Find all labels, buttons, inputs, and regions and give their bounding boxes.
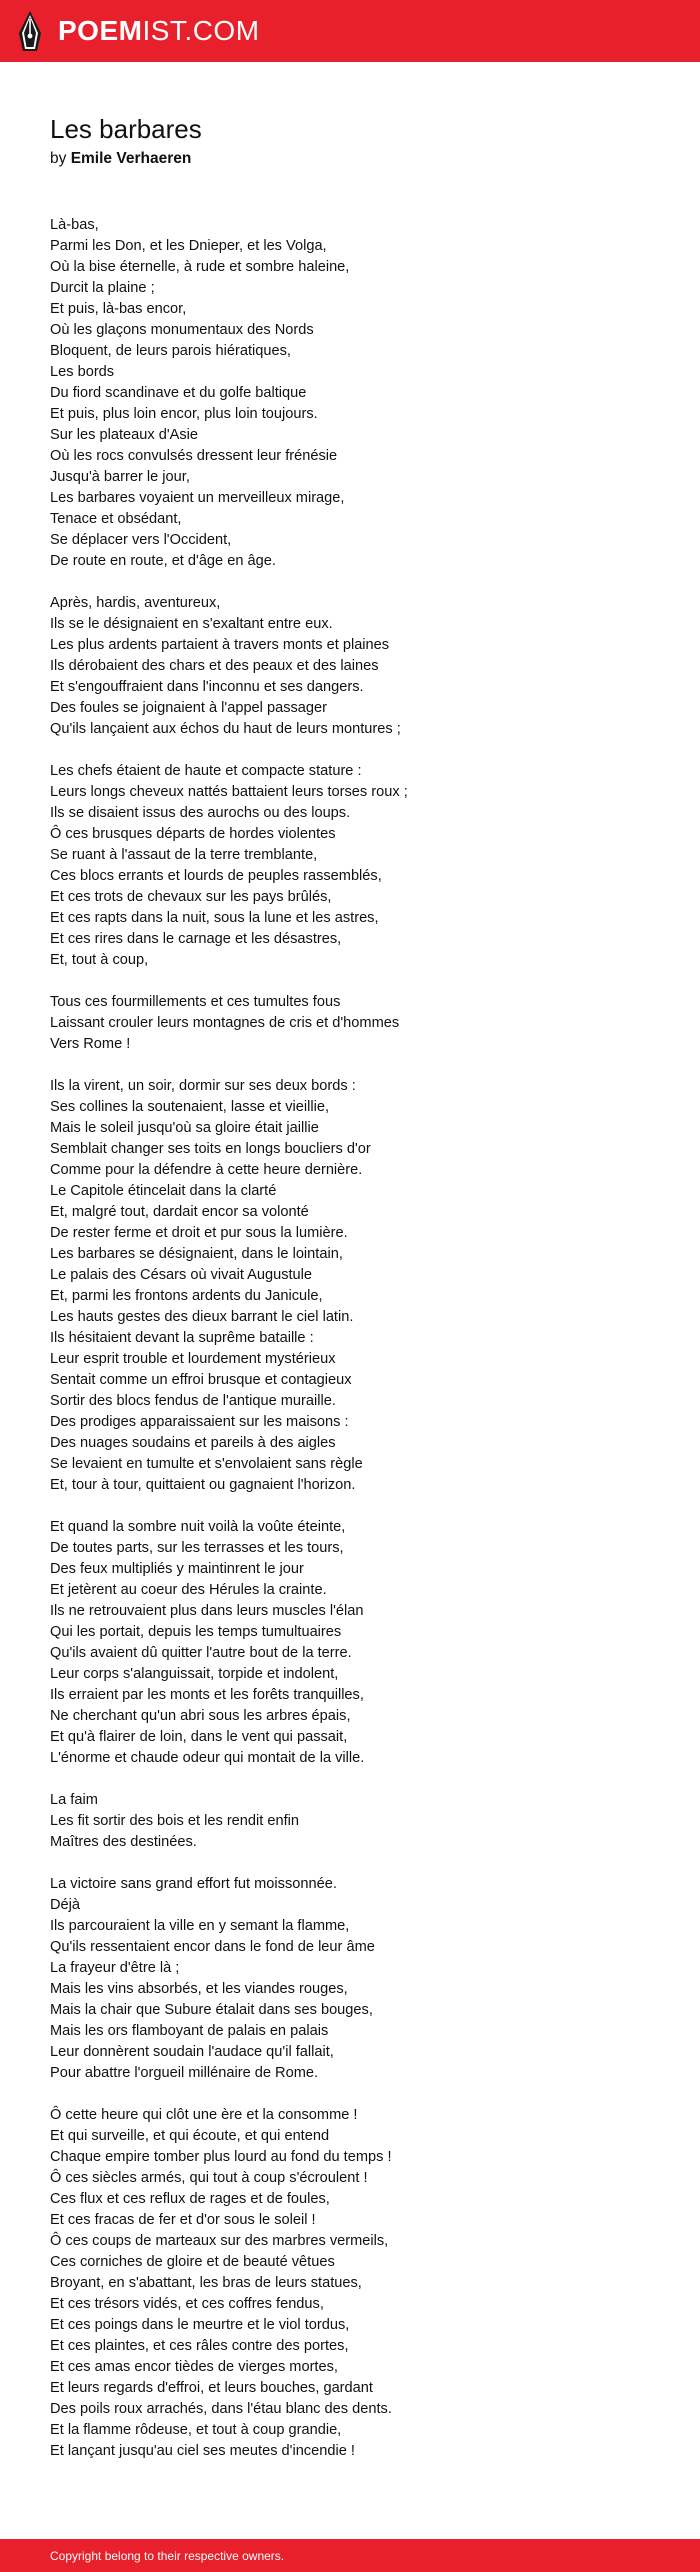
poem-stanza [50,1517,650,1769]
poem-line: Et puis, plus loin encor, plus loin toujours. [50,406,318,422]
poem-line: Ô ces coups de marteaux sur des marbres vermeils, [50,2233,389,2249]
poem-line: Où les glaçons monumentaux des Nords [50,322,314,338]
poem-line: Ô cette heure qui clôt une ère et la consomme ! [50,2107,358,2123]
poem-line: Et ces trots de chevaux sur les pays brûlés, [50,889,332,905]
poem-line: Sentait comme un effroi brusque et contagieux [50,1372,352,1388]
poem-line: Durcit la plaine ; [50,280,155,296]
poem-line: Maîtres des destinées. [50,1834,197,1850]
poem-stanza [50,1874,650,2084]
poem-line: Et leurs regards d'effroi, et leurs bouches, gardant [50,2380,373,2396]
poem-line: Les plus ardents partaient à travers monts et plaines [50,637,390,653]
poem-line: Ô ces siècles armés, qui tout à coup s'écroulent ! [50,2170,368,2186]
poem-line: Ils parcouraient la ville en y semant la flamme, [50,1918,350,1934]
poem-line: Semblait changer ses toits en longs boucliers d'or [50,1141,371,1157]
poem-line: Et, tout à coup, [50,952,149,968]
poem-line: Leur donnèrent soudain l'audace qu'il fallait, [50,2044,334,2060]
poem-line: Et ces plaintes, et ces râles contre des portes, [50,2338,349,2354]
poem-line: Et, parmi les frontons ardents du Janicule, [50,1288,323,1304]
poem-line: Qu'ils ressentaient encor dans le fond de leur âme [50,1939,375,1955]
poem-line: Des poils roux arrachés, dans l'étau blanc des dents. [50,2401,392,2417]
poem-line: Se levaient en tumulte et s'envolaient sans règle [50,1456,363,1472]
poem-line: Broyant, en s'abattant, les bras de leurs statues, [50,2275,362,2291]
poem-line: Les bords [50,364,115,380]
poem-line: Mais le soleil jusqu'où sa gloire était jaillie [50,1120,319,1136]
poem-line: Ses collines la soutenaient, lasse et vieillie, [50,1099,330,1115]
poem-line: Laissant crouler leurs montagnes de cris et d'hommes [50,1015,400,1031]
poem-line: Qu'ils lançaient aux échos du haut de leurs montures ; [50,721,401,737]
poem-line: Bloquent, de leurs parois hiératiques, [50,343,291,359]
poem-line: Des prodiges apparaissaient sur les maisons : [50,1414,349,1430]
poem-line: Ils se disaient issus des aurochs ou des loups. [50,805,351,821]
poem-line: Ils hésitaient devant la suprême bataille : [50,1330,314,1346]
logo-text [58,15,260,47]
poem-line: Ils la virent, un soir, dormir sur ses deux bords : [50,1078,356,1094]
poem-line: Et quand la sombre nuit voilà la voûte éteinte, [50,1519,346,1535]
poem-line: Ils ne retrouvaient plus dans leurs muscles l'élan [50,1603,364,1619]
poem-line: Ils erraient par les monts et les forêts tranquilles, [50,1687,364,1703]
logo-text-light: IST.COM [142,15,260,46]
poem-line: Ces corniches de gloire et de beauté vêtues [50,2254,335,2270]
poem-stanza [50,215,650,572]
poem-stanza [50,2105,650,2462]
poem-line: Des nuages soudains et pareils à des aigles [50,1435,336,1451]
poem-line: Les barbares voyaient un merveilleux mirage, [50,490,345,506]
byline-prefix: by [50,150,67,167]
poem-line: Et puis, là-bas encor, [50,301,187,317]
poem-stanza [50,761,650,971]
poem-line: Se déplacer vers l'Occident, [50,532,232,548]
poem-line: Du fiord scandinave et du golfe baltique [50,385,307,401]
poem-line: Et s'engouffraient dans l'inconnu et ses dangers. [50,679,364,695]
poem-stanza [50,1076,650,1496]
poem-line: Les hauts gestes des dieux barrant le ciel latin. [50,1309,354,1325]
logo-text-bold: POEM [58,15,143,46]
site-header [0,0,700,62]
poem-line: Leur esprit trouble et lourdement mystérieux [50,1351,336,1367]
poem-line: Et, tour à tour, quittaient ou gagnaient l'horizon. [50,1477,356,1493]
poem-line: De toutes parts, sur les terrasses et les tours, [50,1540,344,1556]
poem-line: Leur corps s'alanguissait, torpide et indolent, [50,1666,339,1682]
site-footer [0,2539,700,2572]
poem-line: Ils se le désignaient en s'exaltant entre eux. [50,616,333,632]
poem-line: Le palais des Césars où vivait Augustule [50,1267,313,1283]
poem-line: Mais la chair que Subure étalait dans ses bouges, [50,2002,373,2018]
poem-byline [50,148,650,170]
poem-line: Leurs longs cheveux nattés battaient leurs torses roux ; [50,784,408,800]
poem-line: Et ces rires dans le carnage et les désastres, [50,931,342,947]
poem-line: Et ces poings dans le meurtre et le viol tordus, [50,2317,350,2333]
pen-nib-icon [16,9,44,53]
copyright-notice: Copyright belong to their respective owners. [50,2549,285,2563]
site-logo[interactable] [16,0,260,62]
poem-line: Les chefs étaient de haute et compacte stature : [50,763,362,779]
poem-line: Et, malgré tout, dardait encor sa volonté [50,1204,309,1220]
poem-line: Se ruant à l'assaut de la terre tremblante, [50,847,318,863]
poem-line: Pour abattre l'orgueil millénaire de Rome. [50,2065,319,2081]
poem-line: Déjà [50,1897,81,1913]
poem-line: Des foules se joignaient à l'appel passager [50,700,328,716]
poem-line: Et ces rapts dans la nuit, sous la lune et les astres, [50,910,379,926]
poem-line: Qu'ils avaient dû quitter l'autre bout de la terre. [50,1645,352,1661]
poem-line: Ces blocs errants et lourds de peuples rassemblés, [50,868,382,884]
poem-line: La frayeur d'être là ; [50,1960,180,1976]
poem-line: Tous ces fourmillements et ces tumultes fous [50,994,341,1010]
poem-line: Ne cherchant qu'un abri sous les arbres épais, [50,1708,351,1724]
poem-line: Comme pour la défendre à cette heure dernière. [50,1162,363,1178]
poem-line: Après, hardis, aventureux, [50,595,221,611]
poem-line: Sortir des blocs fendus de l'antique muraille. [50,1393,336,1409]
poem-line: Des feux multipliés y maintinrent le jour [50,1561,304,1577]
poem-line: Où la bise éternelle, à rude et sombre haleine, [50,259,350,275]
poem-line: Mais les vins absorbés, et les viandes rouges, [50,1981,348,1997]
poem-line: Les barbares se désignaient, dans le lointain, [50,1246,343,1262]
poem-line: Et la flamme rôdeuse, et tout à coup grandie, [50,2422,342,2438]
poem-line: Vers Rome ! [50,1036,131,1052]
poem-line: De rester ferme et droit et pur sous la lumière. [50,1225,348,1241]
poem-line: Tenace et obsédant, [50,511,182,527]
poem-stanza [50,593,650,740]
poem-line: Parmi les Don, et les Dnieper, et les Volga, [50,238,327,254]
poem-line: Et jetèrent au coeur des Hérules la crainte. [50,1582,327,1598]
poem-line: Sur les plateaux d'Asie [50,427,198,443]
poem-line: Jusqu'à barrer le jour, [50,469,190,485]
poem-line: Là-bas, [50,217,99,233]
poem-line: Et ces fracas de fer et d'or sous le soleil ! [50,2212,316,2228]
poem-line: Et ces trésors vidés, et ces coffres fendus, [50,2296,324,2312]
poem-line: Ces flux et ces reflux de rages et de foules, [50,2191,330,2207]
poem-line: Et qui surveille, et qui écoute, et qui entend [50,2128,330,2144]
poem-line: La victoire sans grand effort fut moissonnée. [50,1876,337,1892]
poem-line: Chaque empire tomber plus lourd au fond du temps ! [50,2149,392,2165]
poem-line: Et ces amas encor tièdes de vierges mortes, [50,2359,338,2375]
poem-line: Où les rocs convulsés dressent leur frénésie [50,448,338,464]
poem-line: Ils dérobaient des chars et des peaux et des laines [50,658,379,674]
poem-line: Le Capitole étincelait dans la clarté [50,1183,277,1199]
poem-line: De route en route, et d'âge en âge. [50,553,276,569]
poem-stanza [50,992,650,1055]
poem-line: Mais les ors flamboyant de palais en palais [50,2023,329,2039]
poem-line: L'énorme et chaude odeur qui montait de la ville. [50,1750,365,1766]
poem-line: Qui les portait, depuis les temps tumultuaires [50,1624,342,1640]
poem-line: Ô ces brusques départs de hordes violentes [50,826,336,842]
poem-title: Les barbares [50,114,202,144]
poem-body [50,215,650,2462]
poem-line: Les fit sortir des bois et les rendit enfin [50,1813,300,1829]
poem-line: La faim [50,1792,98,1808]
poem-line: Et lançant jusqu'au ciel ses meutes d'incendie ! [50,2443,355,2459]
poem-stanza [50,1790,650,1853]
poem-author: Emile Verhaeren [70,150,192,167]
poem-article [50,112,650,2483]
poem-line: Et qu'à flairer de loin, dans le vent qui passait, [50,1729,348,1745]
